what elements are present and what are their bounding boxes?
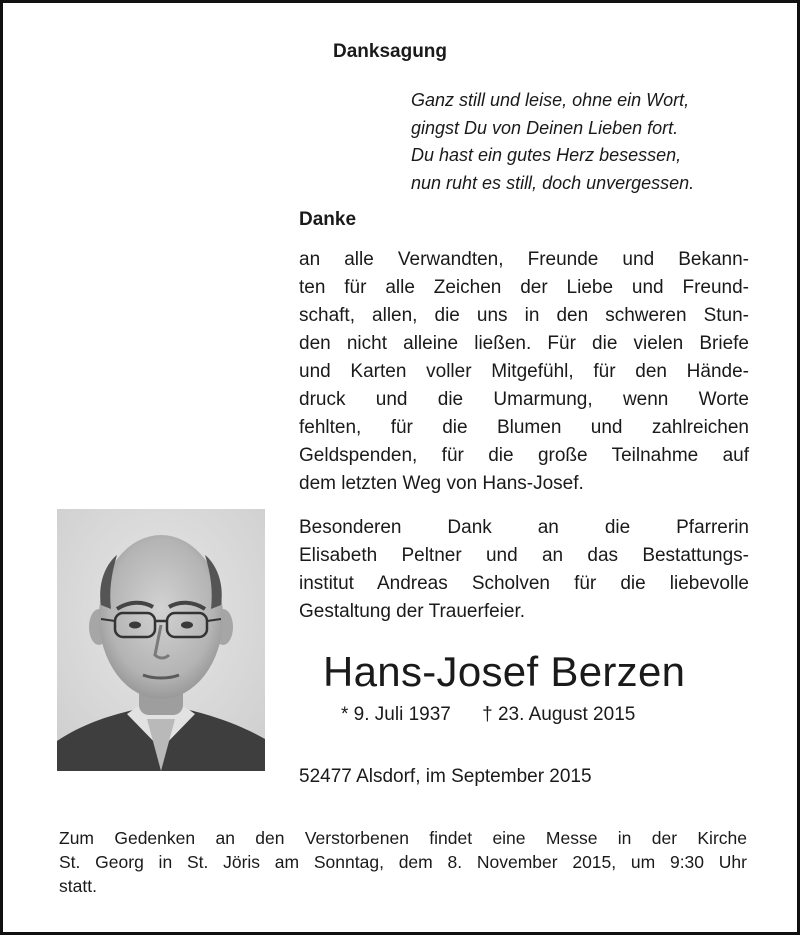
special-thanks-paragraph (299, 514, 749, 626)
text-line: und Karten voller Mitgefühl, für den Hände- (299, 361, 749, 382)
poem-line: Ganz still und leise, ohne ein Wort, (411, 90, 690, 110)
thanks-paragraph (299, 246, 749, 498)
portrait-photo (57, 509, 265, 771)
birth-date: * 9. Juli 1937 (341, 704, 451, 725)
death-date: † 23. August 2015 (482, 704, 636, 725)
poem-line: nun ruht es still, doch unvergessen. (411, 172, 695, 193)
portrait-illustration (57, 509, 265, 771)
text-line: druck und die Umarmung, wenn Worte (299, 389, 749, 410)
thanks-title: Danke (299, 209, 357, 230)
deceased-name: Hans-Josef Berzen (323, 648, 686, 695)
text-line: St. Georg in St. Jöris am Sonntag, dem 8. November 2015, um 9:30 Uhr (59, 852, 747, 872)
text-line: dem letzten Weg von Hans-Josef. (299, 473, 584, 494)
text-line: Elisabeth Peltner und an das Bestattungs- (299, 545, 749, 566)
text-line: Zum Gedenken an den Verstorbenen findet eine Messe in der Kirche (59, 828, 747, 848)
text-line: ten für alle Zeichen der Liebe und Freund- (299, 277, 749, 298)
poem (411, 87, 694, 197)
text-line: an alle Verwandten, Freunde und Bekann- (299, 249, 749, 270)
life-dates (341, 704, 635, 726)
text-line: institut Andreas Scholven für die liebevolle (299, 573, 749, 594)
text-line: schaft, allen, die uns in den schweren Stun- (299, 305, 749, 326)
text-line: statt. (59, 876, 97, 896)
text-line: den nicht alleine ließen. Für die vielen Briefe (299, 333, 749, 354)
text-line: Gestaltung der Trauerfeier. (299, 601, 526, 622)
poem-line: gingst Du von Deinen Lieben fort. (411, 117, 679, 138)
memorial-notice (59, 826, 747, 898)
poem-line: Du hast ein gutes Herz besessen, (411, 145, 682, 165)
place-and-date: 52477 Alsdorf, im September 2015 (299, 766, 592, 787)
notice-heading: Danksagung (333, 41, 448, 62)
text-line: Geldspenden, für die große Teilnahme auf (299, 445, 749, 466)
text-line: Besonderen Dank an die Pfarrerin (299, 517, 749, 538)
text-line: fehlten, für die Blumen und zahlreichen (299, 417, 749, 438)
